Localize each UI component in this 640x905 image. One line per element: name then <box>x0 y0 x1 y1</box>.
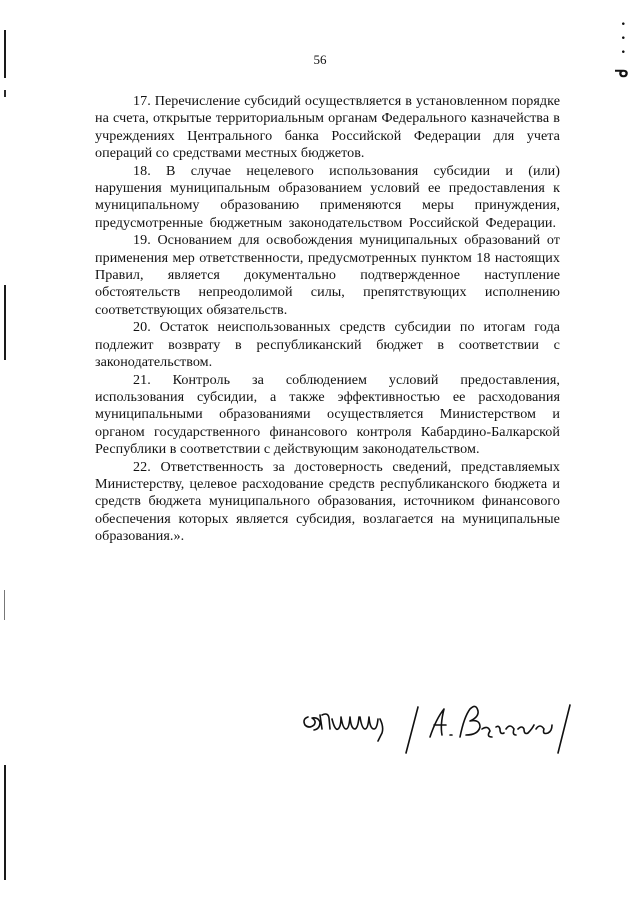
paragraph-20: 20. Остаток неиспользованных средств субсидии по итогам года подлежит возврату в республиканский бюджет в соответствии с законодательством. <box>95 319 560 371</box>
paragraph-17: 17. Перечисление субсидий осуществляется в установленном порядке на счета, открытые территориальным органам Федерального казначейства в учреждениях Центрального банка Российской Федерации для учета операций со средствами местных бюджетов. <box>95 93 560 162</box>
page-number: 56 <box>313 52 327 67</box>
document-body <box>95 93 560 546</box>
scan-edge-mark-middle <box>4 285 6 360</box>
paragraph-18: 18. В случае нецелевого использования субсидии и (или) нарушения муниципальным образованием условий ее предоставления к муниципальному образованию применяются меры принуждения, предусмотренные бюджетным законодательством Российской Федерации. <box>95 162 560 231</box>
scan-edge-dot <box>4 90 6 97</box>
paragraph-21: 21. Контроль за соблюдением условий предоставления, использования субсидии, а также эффективностью ее расходования муниципальными образованиями осуществляется Министерством и органом государственного финансового контроля Кабардино-Балкарской Республики в соответствии с действующим законодательством. <box>95 371 560 458</box>
paragraph-22: 22. Ответственность за достоверность сведений, представляемых Министерству, целевое расходование средств республиканского бюджета и средств бюджета муниципального образования, источником финансового обеспечения которых является субсидия, возлагается на муниципальные образования.». <box>95 458 560 545</box>
right-edge-mark-top: · · · <box>620 16 626 61</box>
right-edge-mark-bottom: ᓀ <box>614 64 628 81</box>
scan-edge-mark-bottom <box>4 765 6 880</box>
paragraph-19: 19. Основанием для освобождения муниципальных образований от применения мер ответственности, предусмотренных пунктом 18 настоящих Правил, является документально подтвержденное наступление обстоятельств непреодолимой силы, препятствующих исполнению соответствующих обязательств. <box>95 232 560 318</box>
handwritten-signature <box>300 695 600 755</box>
scan-edge-dot-2 <box>4 590 5 620</box>
